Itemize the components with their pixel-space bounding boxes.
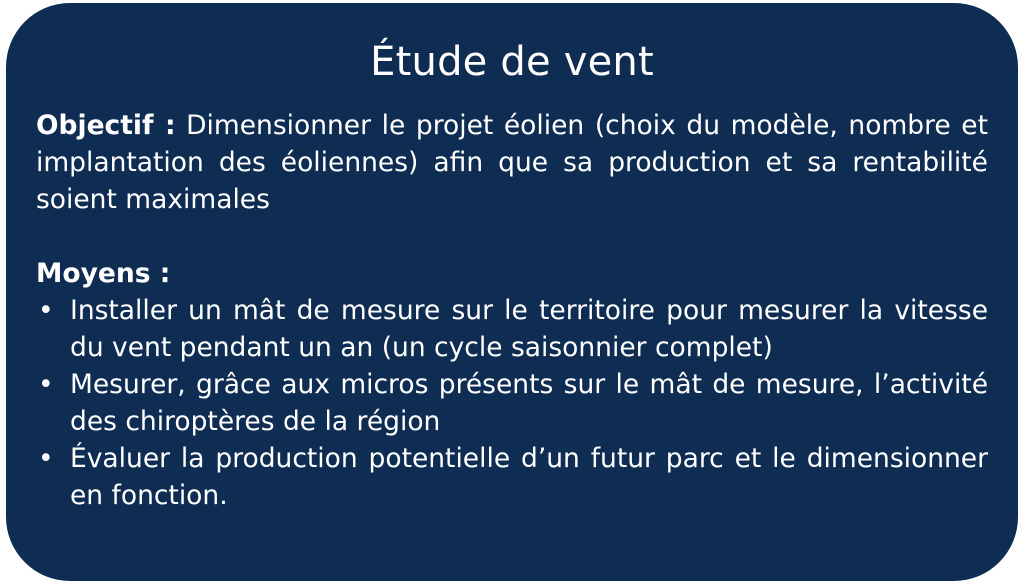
card-body <box>36 107 988 514</box>
means-list <box>36 292 988 514</box>
info-card <box>6 3 1018 581</box>
means-list-item <box>36 440 988 514</box>
means-item-text: Mesurer, grâce aux micros présents sur le mât de mesure, l’activité des chiroptères de la région <box>70 369 988 437</box>
bullet-icon: • <box>38 369 54 400</box>
means-list-item <box>36 292 988 366</box>
means-item-text: Évaluer la production potentielle d’un futur parc et le dimensionner en fonction. <box>70 443 988 511</box>
means-list-item <box>36 366 988 440</box>
card-title: Étude de vent <box>370 39 654 85</box>
section-spacer <box>36 218 988 255</box>
objective-paragraph <box>36 107 988 218</box>
objective-label: Objectif : <box>36 110 176 141</box>
means-label: Moyens : <box>36 258 171 289</box>
bullet-icon: • <box>38 295 54 326</box>
objective-text: Dimensionner le projet éolien (choix du modèle, nombre et implantation des éoliennes) afin que sa production et sa rentabilité soient maximales <box>36 110 988 215</box>
means-item-text: Installer un mât de mesure sur le territoire pour mesurer la vitesse du vent pendant un an (un cycle saisonnier complet) <box>70 295 988 363</box>
bullet-icon: • <box>38 443 54 474</box>
